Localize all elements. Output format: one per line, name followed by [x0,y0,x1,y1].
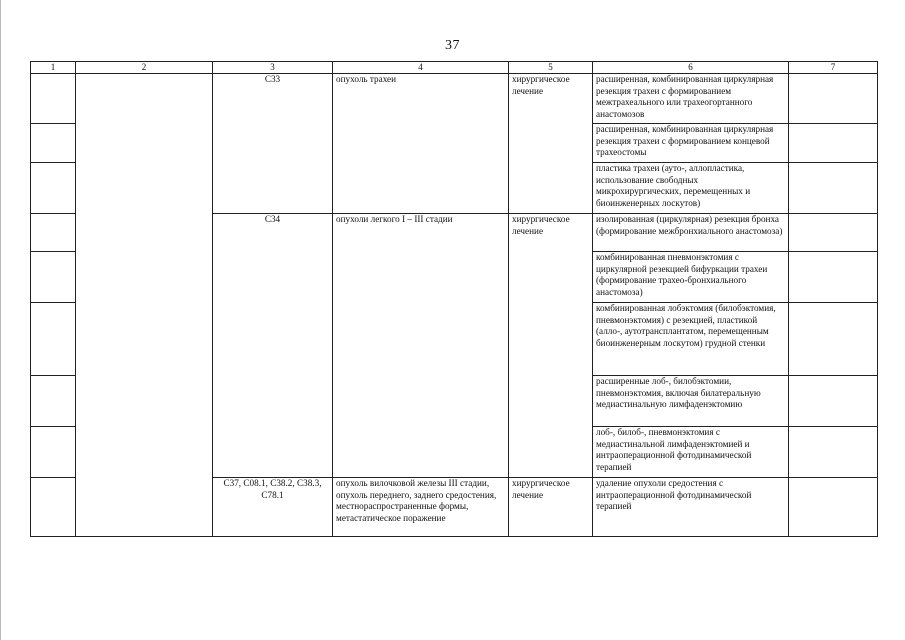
diagnosis-cell: опухоль вилочковой железы III стадии, опухоль переднего, заднего средостения, местнораспространенные формы, метастатическое поражение [333,478,509,537]
cell-col1 [31,252,76,303]
icd-code-cell: C34 [213,214,333,478]
method-cell: расширенная, комбинированная циркулярная резекция трахеи с формированием межтрахеального или трахеогортанного анастомозов [593,74,789,124]
cell-col7 [789,124,878,163]
procedures-table [30,61,878,537]
page-edge-line [0,0,1,640]
cell-col7 [789,74,878,124]
method-cell: комбинированная лобэктомия (билобэктомия, пневмонэктомия) с резекцией, пластикой (алло-, аутотрансплантатом, перемещенным биоинженерным лоскутом) грудной стенки [593,303,789,376]
cell-col1 [31,74,76,124]
cell-col7 [789,214,878,252]
icd-code-cell: C37, C08.1, C38.2, C38.3, C78.1 [213,478,333,537]
cell-col7 [789,427,878,478]
method-cell: расширенная, комбинированная циркулярная резекция трахеи с формированием концевой трахеостомы [593,124,789,163]
treatment-cell: хирургическое лечение [509,74,593,214]
method-cell: комбинированная пневмонэктомия с циркулярной резекцией бифуркации трахеи (формирование трахео-бронхиального анастомоза) [593,252,789,303]
column-header-5: 5 [509,62,593,74]
cell-col7 [789,478,878,537]
cell-col2 [76,74,213,537]
cell-col7 [789,252,878,303]
method-cell: пластика трахеи (ауто-, аллопластика, использование свободных микрохирургических, перемещенных и биоинженерных лоскутов) [593,163,789,214]
cell-col7 [789,163,878,214]
cell-col1 [31,427,76,478]
treatment-cell: хирургическое лечение [509,214,593,478]
page-number: 37 [445,38,460,53]
column-header-1: 1 [31,62,76,74]
icd-code-cell: C33 [213,74,333,214]
cell-col1 [31,478,76,537]
column-header-7: 7 [789,62,878,74]
treatment-cell: хирургическое лечение [509,478,593,537]
method-cell: расширенные лоб-, билобэктомии, пневмонэктомия, включая билатеральную медиастинальную лимфаденэктомию [593,376,789,427]
column-header-3: 3 [213,62,333,74]
cell-col1 [31,163,76,214]
cell-col7 [789,303,878,376]
method-cell: удаление опухоли средостения с интраоперационной фотодинамической терапией [593,478,789,537]
cell-col1 [31,214,76,252]
cell-col7 [789,376,878,427]
method-cell: лоб-, билоб-, пневмонэктомия с медиастинальной лимфаденэктомией и интраоперационной фотодинамической терапией [593,427,789,478]
header-row [31,62,878,74]
column-header-6: 6 [593,62,789,74]
cell-col1 [31,303,76,376]
diagnosis-cell: опухоли легкого I – III стадии [333,214,509,478]
cell-col1 [31,376,76,427]
column-header-4: 4 [333,62,509,74]
method-cell: изолированная (циркулярная) резекция бронха (формирование межбронхиального анастомоза) [593,214,789,252]
table-row [31,74,878,124]
cell-col1 [31,124,76,163]
column-header-2: 2 [76,62,213,74]
diagnosis-cell: опухоль трахеи [333,74,509,214]
